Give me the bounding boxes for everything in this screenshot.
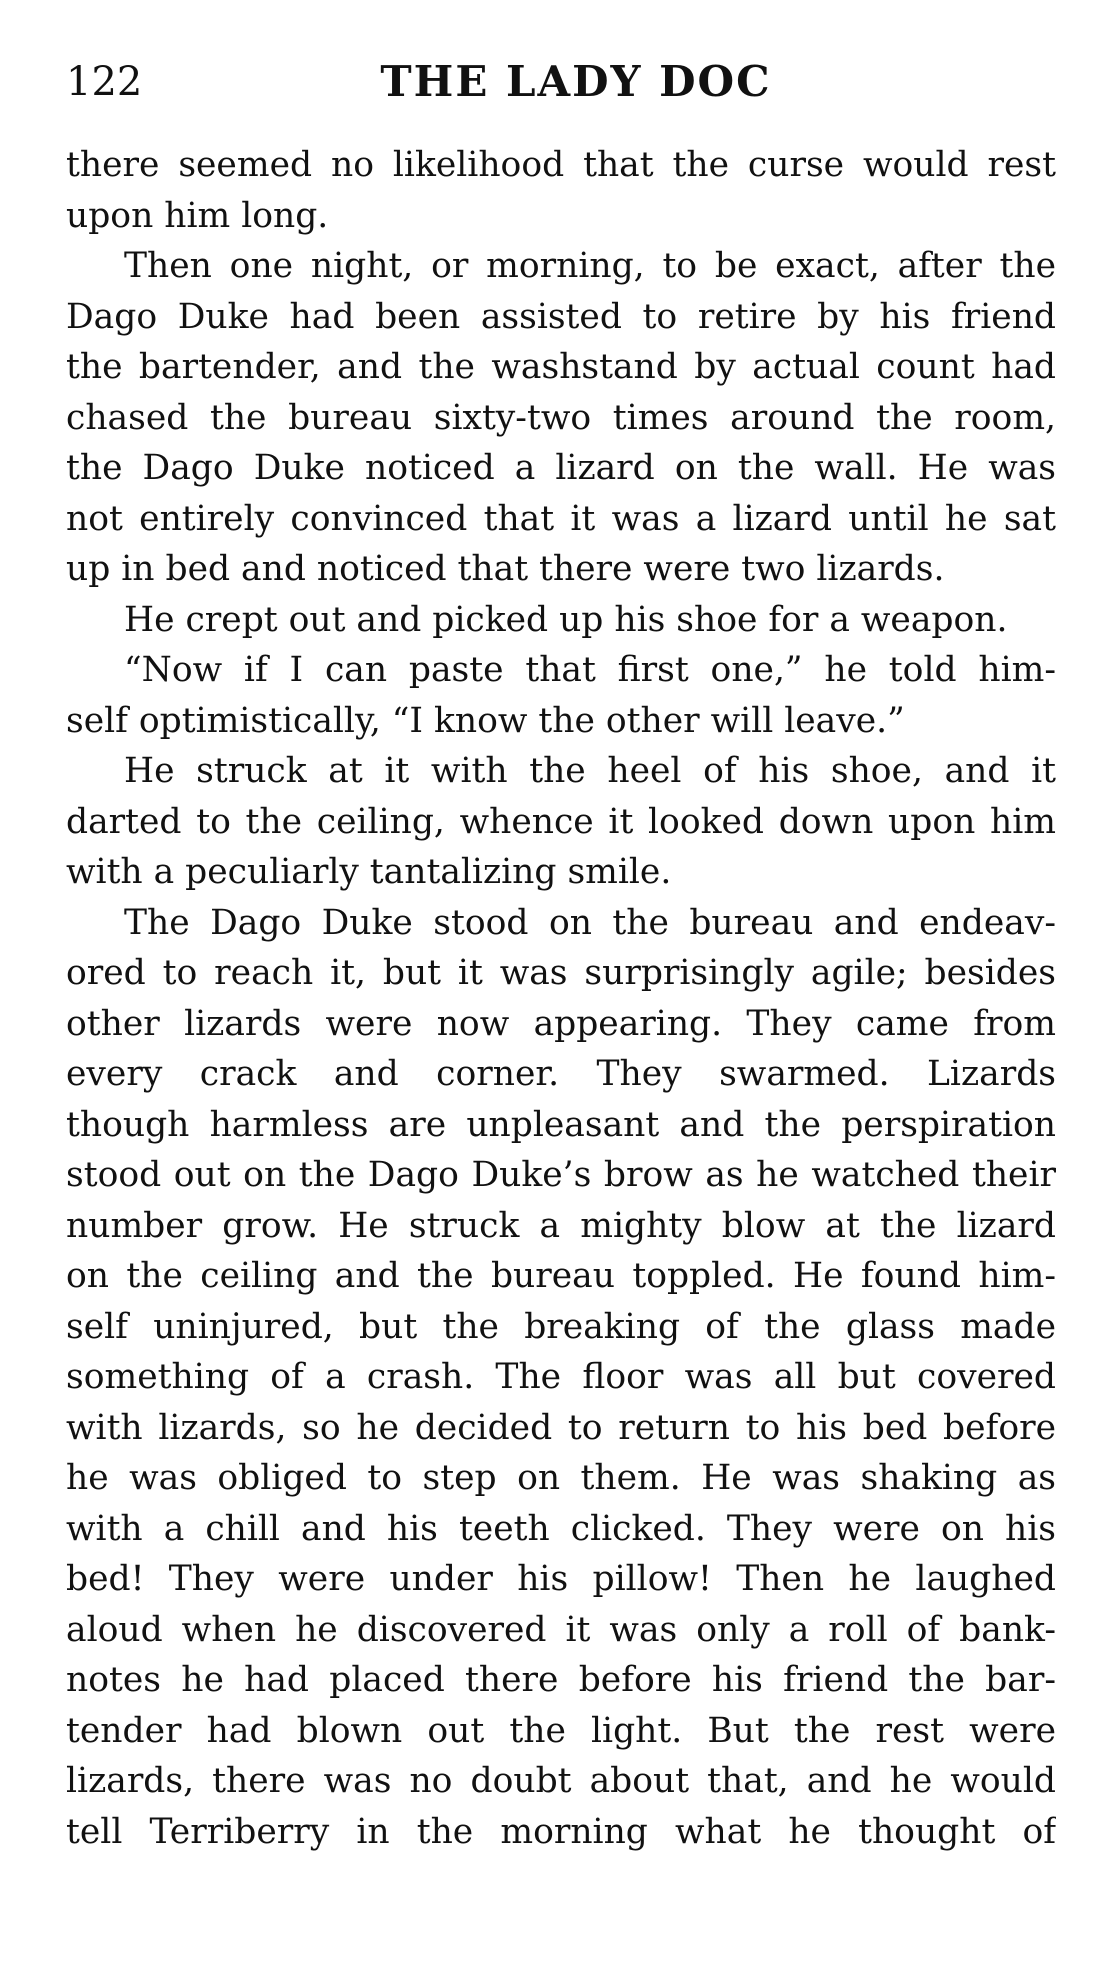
text-line: there seemed no likelihood that the curse would rest (66, 145, 1056, 185)
text-line: though harmless are unpleasant and the perspiration (66, 1104, 1056, 1145)
text-line: “Now if I can paste that first one,” he told him- (124, 650, 1056, 690)
text-line: bed! They were under his pillow! Then he laughed (66, 1559, 1056, 1599)
text-line: Dago Duke had been assisted to retire by his friend (66, 296, 1056, 337)
text-line: darted to the ceiling, whence it looked down upon him (66, 801, 1056, 842)
text-line: lizards, there was no doubt about that, and he would (66, 1761, 1056, 1801)
text-line: every crack and corner. They swarmed. Lizards (66, 1054, 1056, 1094)
text-line: upon him long. (66, 195, 329, 236)
text-line: on the ceiling and the bureau toppled. He found him- (66, 1256, 1056, 1296)
text-line: chased the bureau sixty-two times around the room, (66, 397, 1056, 438)
text-line: self uninjured, but the breaking of the glass made (66, 1306, 1056, 1347)
text-line: tell Terriberry in the morning what he thought of (66, 1811, 1056, 1852)
text-line: with a peculiarly tantalizing smile. (66, 852, 672, 892)
page-number: 122 (66, 59, 143, 105)
running-title: THE LADY DOC (380, 57, 772, 106)
text-line: tender had blown out the light. But the rest were (66, 1710, 1056, 1751)
text-line: with lizards, so he decided to return to his bed before (66, 1407, 1056, 1448)
text-line: up in bed and noticed that there were two lizards. (66, 549, 945, 589)
text-line: He crept out and picked up his shoe for a weapon. (124, 599, 1008, 640)
text-line: The Dago Duke stood on the bureau and endeav- (124, 902, 1056, 943)
text-line: aloud when he discovered it was only a roll of bank- (66, 1609, 1056, 1650)
body-text (66, 140, 1056, 1857)
text-line: He struck at it with the heel of his shoe, and it (124, 751, 1056, 791)
text-line: ored to reach it, but it was surprisingly agile; besides (66, 953, 1056, 993)
page-header (66, 52, 1056, 112)
text-line: something of a crash. The floor was all but covered (66, 1357, 1056, 1397)
text-line: number grow. He struck a mighty blow at the lizard (66, 1205, 1056, 1246)
text-line: with a chill and his teeth clicked. They were on his (66, 1508, 1056, 1549)
text-line: Then one night, or morning, to be exact, after the (124, 246, 1056, 286)
text-line: self optimistically, “I know the other will leave.” (66, 700, 905, 741)
text-line: not entirely convinced that it was a lizard until he sat (66, 498, 1056, 539)
text-line: he was obliged to step on them. He was shaking as (66, 1458, 1056, 1498)
text-line: the bartender, and the washstand by actual count had (66, 347, 1056, 387)
text-line: the Dago Duke noticed a lizard on the wall. He was (66, 448, 1056, 488)
text-line: other lizards were now appearing. They came from (66, 1003, 1056, 1044)
text-line: notes he had placed there before his friend the bar- (66, 1660, 1056, 1700)
text-line: stood out on the Dago Duke’s brow as he watched their (66, 1155, 1056, 1195)
